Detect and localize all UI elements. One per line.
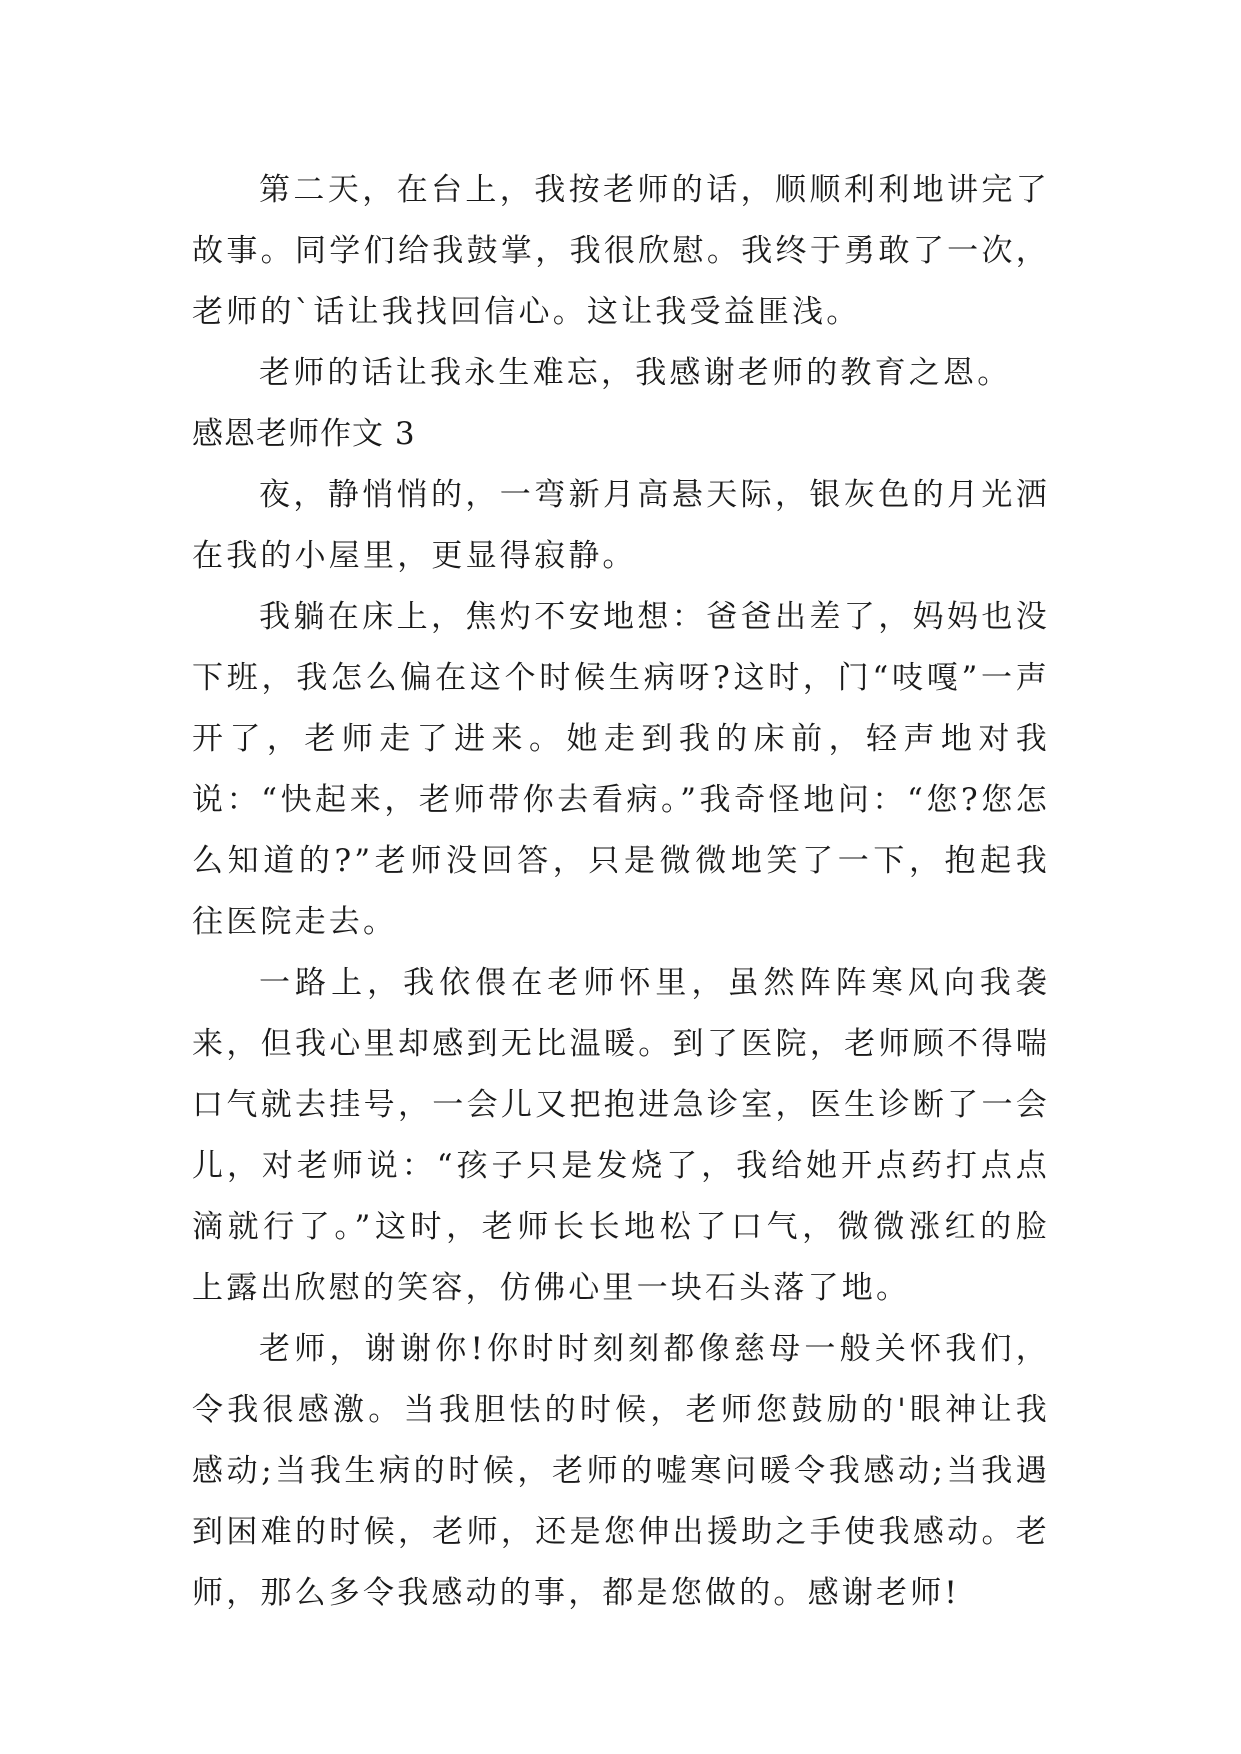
essay-body bbox=[192, 160, 1050, 1624]
paragraph: 老师的话让我永生难忘，我感谢老师的教育之恩。 bbox=[259, 355, 1012, 391]
section-title: 感恩老师作文 3 bbox=[192, 416, 416, 452]
paragraph: 夜，静悄悄的，一弯新月高悬天际，银灰色的月光洒在我的小屋里，更显得寂静。 bbox=[192, 477, 1050, 574]
paragraph: 我躺在床上，焦灼不安地想：爸爸出差了，妈妈也没下班，我怎么偏在这个时候生病呀?这时，门“吱嘎”一声开了，老师走了进来。她走到我的床前，轻声地对我说：“快起来，老师带你去看病。”我奇怪地问：“您?您怎么知道的?”老师没回答，只是微微地笑了一下，抱起我往医院走去。 bbox=[192, 599, 1050, 940]
paragraph: 第二天，在台上，我按老师的话，顺顺利利地讲完了故事。同学们给我鼓掌，我很欣慰。我终于勇敢了一次，老师的`话让我找回信心。这让我受益匪浅。 bbox=[192, 172, 1050, 330]
paragraph: 一路上，我依偎在老师怀里，虽然阵阵寒风向我袭来，但我心里却感到无比温暖。到了医院，老师顾不得喘口气就去挂号，一会儿又把抱进急诊室，医生诊断了一会儿，对老师说：“孩子只是发烧了，我给她开点药打点点滴就行了。”这时，老师长长地松了口气，微微涨红的脸上露出欣慰的笑容，仿佛心里一块石头落了地。 bbox=[192, 965, 1050, 1306]
paragraph: 老师，谢谢你!你时时刻刻都像慈母一般关怀我们，令我很感激。当我胆怯的时候，老师您鼓励的'眼神让我感动;当我生病的时候，老师的嘘寒问暖令我感动;当我遇到困难的时候，老师，还是您伸出援助之手使我感动。老师，那么多令我感动的事，都是您做的。感谢老师! bbox=[192, 1331, 1050, 1611]
